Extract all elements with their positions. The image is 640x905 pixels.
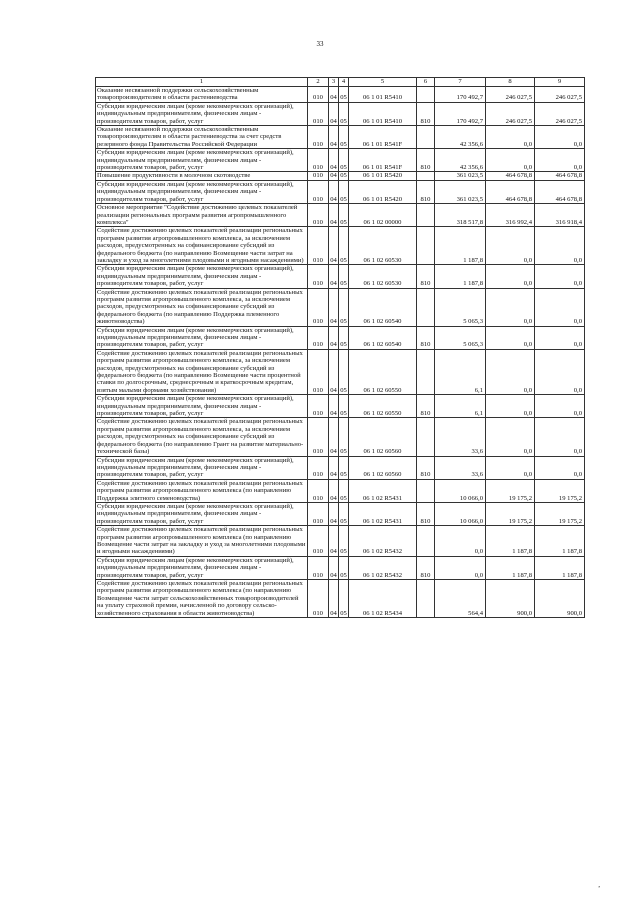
code-subsection-cell: 05 bbox=[339, 180, 349, 203]
target-article-cell: 06 1 02 60540 bbox=[349, 288, 417, 326]
row-name-cell: Оказание несвязанной поддержки сельскохозяйственным товаропроизводителям в области растениеводства bbox=[96, 87, 308, 103]
target-article-cell: 06 1 02 60550 bbox=[349, 395, 417, 418]
amount-year-2-cell: 19 175,2 bbox=[486, 502, 535, 525]
expense-type-cell: 810 bbox=[417, 180, 435, 203]
amount-year-1-cell: 33,6 bbox=[435, 456, 486, 479]
code-grbs-cell: 010 bbox=[308, 526, 329, 557]
target-article-cell: 06 1 02 60530 bbox=[349, 265, 417, 288]
header-cell: 5 bbox=[349, 78, 417, 87]
amount-year-2-cell: 19 175,2 bbox=[486, 479, 535, 502]
code-subsection-cell: 05 bbox=[339, 526, 349, 557]
table-row bbox=[96, 265, 585, 288]
amount-year-1-cell: 42 356,6 bbox=[435, 149, 486, 172]
code-subsection-cell: 05 bbox=[339, 126, 349, 149]
code-subsection-cell: 05 bbox=[339, 456, 349, 479]
header-cell: 4 bbox=[339, 78, 349, 87]
amount-year-2-cell: 316 992,4 bbox=[486, 204, 535, 227]
amount-year-1-cell: 0,0 bbox=[435, 526, 486, 557]
amount-year-1-cell: 1 187,8 bbox=[435, 265, 486, 288]
table-row bbox=[96, 349, 585, 394]
code-subsection-cell: 05 bbox=[339, 204, 349, 227]
table-row bbox=[96, 126, 585, 149]
table-row bbox=[96, 227, 585, 265]
code-subsection-cell: 05 bbox=[339, 502, 349, 525]
code-section-cell: 04 bbox=[329, 556, 339, 579]
amount-year-3-cell: 246 027,5 bbox=[535, 87, 585, 103]
header-cell: 2 bbox=[308, 78, 329, 87]
code-section-cell: 04 bbox=[329, 87, 339, 103]
amount-year-1-cell: 5 065,3 bbox=[435, 288, 486, 326]
target-article-cell: 06 1 02 R5431 bbox=[349, 502, 417, 525]
row-name-cell: Содействие достижению целевых показателей реализации региональных программ развития агропромышленного комплекса, за исключением расходов, предусмотренных на софинансирование субсидий из федерального бюджета (по направлению Возмещение части процентной ставки по долгосрочным, среднесрочным и краткосрочным кредитам, взятым малыми формами хозяйствования) bbox=[96, 349, 308, 394]
target-article-cell: 06 1 01 R5420 bbox=[349, 172, 417, 180]
expense-type-cell: 810 bbox=[417, 556, 435, 579]
amount-year-2-cell: 1 187,8 bbox=[486, 526, 535, 557]
target-article-cell: 06 1 02 R5434 bbox=[349, 580, 417, 618]
amount-year-3-cell: 1 187,8 bbox=[535, 556, 585, 579]
amount-year-2-cell: 0,0 bbox=[486, 288, 535, 326]
expense-type-cell bbox=[417, 418, 435, 456]
code-grbs-cell: 010 bbox=[308, 288, 329, 326]
expense-type-cell: 810 bbox=[417, 502, 435, 525]
expense-type-cell bbox=[417, 479, 435, 502]
target-article-cell: 06 1 02 R5432 bbox=[349, 526, 417, 557]
amount-year-1-cell: 10 066,0 bbox=[435, 502, 486, 525]
code-section-cell: 04 bbox=[329, 526, 339, 557]
code-subsection-cell: 05 bbox=[339, 556, 349, 579]
code-grbs-cell: 010 bbox=[308, 204, 329, 227]
amount-year-1-cell: 1 187,8 bbox=[435, 227, 486, 265]
target-article-cell: 06 1 02 60560 bbox=[349, 456, 417, 479]
code-section-cell: 04 bbox=[329, 265, 339, 288]
amount-year-2-cell: 0,0 bbox=[486, 418, 535, 456]
expense-type-cell bbox=[417, 126, 435, 149]
expense-type-cell: 810 bbox=[417, 456, 435, 479]
table-row bbox=[96, 149, 585, 172]
row-name-cell: Содействие достижению целевых показателей реализации региональных программ развития агропромышленного комплекса, за исключением расходов, предусмотренных на софинансирование субсидий из федерального бюджета (по направлению Возмещение части затрат на закладку и уход за многолетними плодовыми и ягодными насаждениями) bbox=[96, 227, 308, 265]
amount-year-2-cell: 464 678,8 bbox=[486, 180, 535, 203]
code-subsection-cell: 05 bbox=[339, 418, 349, 456]
header-cell: 8 bbox=[486, 78, 535, 87]
code-section-cell: 04 bbox=[329, 288, 339, 326]
row-name-cell: Основное мероприятие "Содействие достижению целевых показателей реализации региональных программ развития агропромышленного комплекса" bbox=[96, 204, 308, 227]
table-row bbox=[96, 418, 585, 456]
code-subsection-cell: 05 bbox=[339, 349, 349, 394]
code-grbs-cell: 010 bbox=[308, 580, 329, 618]
amount-year-3-cell: 0,0 bbox=[535, 265, 585, 288]
code-section-cell: 04 bbox=[329, 126, 339, 149]
expense-type-cell bbox=[417, 288, 435, 326]
target-article-cell: 06 1 02 60540 bbox=[349, 326, 417, 349]
expense-type-cell bbox=[417, 172, 435, 180]
amount-year-2-cell: 0,0 bbox=[486, 126, 535, 149]
code-grbs-cell: 010 bbox=[308, 265, 329, 288]
amount-year-1-cell: 0,0 bbox=[435, 556, 486, 579]
amount-year-1-cell: 33,6 bbox=[435, 418, 486, 456]
amount-year-3-cell: 316 918,4 bbox=[535, 204, 585, 227]
header-cell: 6 bbox=[417, 78, 435, 87]
table-row bbox=[96, 172, 585, 180]
expense-type-cell bbox=[417, 580, 435, 618]
target-article-cell: 06 1 01 R5410 bbox=[349, 87, 417, 103]
code-grbs-cell: 010 bbox=[308, 126, 329, 149]
amount-year-1-cell: 361 023,5 bbox=[435, 172, 486, 180]
code-subsection-cell: 05 bbox=[339, 326, 349, 349]
code-subsection-cell: 05 bbox=[340, 172, 347, 180]
row-name-cell: Содействие достижению целевых показателей реализации региональных программ развития агропромышленного комплекса (по направлению Возмещение части затрат на закладку и уход за многолетними плодовыми и ягодными насаждениями) bbox=[96, 526, 308, 557]
code-subsection-cell: 05 bbox=[339, 479, 349, 502]
row-name-cell: Содействие достижению целевых показателей реализации региональных программ развития агропромышленного комплекса, за исключением расходов, предусмотренных на софинансирование субсидий из федерального бюджета (по направлению Поддержка племенного животноводства) bbox=[96, 288, 308, 326]
amount-year-3-cell: 19 175,2 bbox=[535, 502, 585, 525]
code-section-cell: 04 bbox=[329, 502, 339, 525]
table-row bbox=[96, 204, 585, 227]
code-subsection-cell: 05 bbox=[339, 102, 349, 125]
target-article-cell: 06 1 02 60560 bbox=[349, 418, 417, 456]
amount-year-2-cell: 0,0 bbox=[486, 456, 535, 479]
table-row bbox=[96, 180, 585, 203]
amount-year-1-cell: 5 065,3 bbox=[435, 326, 486, 349]
table-row bbox=[96, 526, 585, 557]
code-section-cell: 04 bbox=[329, 204, 339, 227]
code-grbs-cell: 010 bbox=[308, 326, 329, 349]
table-row bbox=[96, 502, 585, 525]
code-section-cell: 04 bbox=[329, 349, 339, 394]
amount-year-3-cell: 900,0 bbox=[535, 580, 585, 618]
amount-year-3-cell: 0,0 bbox=[535, 149, 585, 172]
table-row bbox=[96, 288, 585, 326]
amount-year-2-cell: 1 187,8 bbox=[486, 556, 535, 579]
code-grbs-cell: 010 bbox=[308, 227, 329, 265]
code-section-cell: 04 bbox=[329, 149, 339, 172]
amount-year-2-cell: 0,0 bbox=[486, 227, 535, 265]
code-grbs-cell: 010 bbox=[308, 87, 329, 103]
expense-type-cell: 810 bbox=[417, 265, 435, 288]
row-name-cell: Субсидии юридическим лицам (кроме некоммерческих организаций), индивидуальным предпринимателям, физическим лицам - производителям товаров, работ, услуг bbox=[96, 265, 308, 288]
code-grbs-cell: 010 bbox=[308, 395, 329, 418]
amount-year-3-cell: 0,0 bbox=[535, 456, 585, 479]
code-section-cell: 04 bbox=[329, 180, 339, 203]
amount-year-1-cell: 564,4 bbox=[435, 580, 486, 618]
code-grbs-cell: 010 bbox=[308, 418, 329, 456]
amount-year-2-cell: 0,0 bbox=[486, 149, 535, 172]
amount-year-3-cell: 0,0 bbox=[535, 349, 585, 394]
expense-type-cell bbox=[417, 204, 435, 227]
amount-year-2-cell: 464 678,8 bbox=[486, 172, 535, 180]
amount-year-2-cell: 246 027,5 bbox=[486, 102, 535, 125]
amount-year-2-cell: 0,0 bbox=[486, 326, 535, 349]
code-grbs-cell: 010 bbox=[308, 149, 329, 172]
amount-year-1-cell: 6,1 bbox=[435, 395, 486, 418]
amount-year-3-cell: 0,0 bbox=[535, 126, 585, 149]
code-grbs-cell: 010 bbox=[308, 556, 329, 579]
code-grbs-cell: 010 bbox=[308, 502, 329, 525]
row-name-cell: Содействие достижению целевых показателей реализации региональных программ развития агропромышленного комплекса, за исключением расходов, предусмотренных на софинансирование субсидий из федерального бюджета (по направлению Грант на развитие материально-технической базы) bbox=[96, 418, 308, 456]
row-name-cell: Содействие достижению целевых показателей реализации региональных программ развития агропромышленного комплекса (по направлению Поддержка элитного семеноводства) bbox=[96, 479, 308, 502]
code-grbs-cell: 010 bbox=[308, 180, 329, 203]
row-name-cell: Субсидии юридическим лицам (кроме некоммерческих организаций), индивидуальным предпринимателям, физическим лицам - производителям товаров, работ, услуг bbox=[96, 502, 308, 525]
amount-year-1-cell: 318 517,8 bbox=[435, 204, 486, 227]
target-article-cell: 06 1 02 60530 bbox=[349, 227, 417, 265]
amount-year-3-cell: 464 678,8 bbox=[535, 180, 585, 203]
amount-year-3-cell: 19 175,2 bbox=[535, 479, 585, 502]
header-cell: 1 bbox=[96, 78, 308, 87]
amount-year-1-cell: 42 356,6 bbox=[435, 126, 486, 149]
code-section-cell: 04 bbox=[329, 580, 339, 618]
amount-year-3-cell: 0,0 bbox=[535, 326, 585, 349]
amount-year-2-cell: 0,0 bbox=[486, 349, 535, 394]
budget-table bbox=[95, 77, 585, 618]
header-cell: 9 bbox=[535, 78, 585, 87]
row-name-cell: Оказание несвязанной поддержки сельскохозяйственным товаропроизводителям в области растениеводства за счет средств резервного фонда Правительства Российской Федерации bbox=[96, 126, 308, 149]
code-grbs-cell: 010 bbox=[308, 456, 329, 479]
code-subsection-cell: 05 bbox=[339, 288, 349, 326]
target-article-cell: 06 1 01 R5410 bbox=[349, 102, 417, 125]
target-article-cell: 06 1 02 R5431 bbox=[349, 479, 417, 502]
amount-year-1-cell: 170 492,7 bbox=[435, 102, 486, 125]
code-subsection-cell: 05 bbox=[339, 265, 349, 288]
target-article-cell: 06 1 01 R541F bbox=[349, 126, 417, 149]
row-name-cell: Субсидии юридическим лицам (кроме некоммерческих организаций), индивидуальным предпринимателям, физическим лицам - производителям товаров, работ, услуг bbox=[96, 456, 308, 479]
code-section-cell: 04 bbox=[329, 227, 339, 265]
amount-year-2-cell: 0,0 bbox=[486, 265, 535, 288]
table-row bbox=[96, 556, 585, 579]
header-cell: 7 bbox=[435, 78, 486, 87]
expense-type-cell: 810 bbox=[417, 102, 435, 125]
expense-type-cell: 810 bbox=[417, 149, 435, 172]
row-name-cell: Субсидии юридическим лицам (кроме некоммерческих организаций), индивидуальным предпринимателям, физическим лицам - производителям товаров, работ, услуг bbox=[96, 149, 308, 172]
amount-year-1-cell: 10 066,0 bbox=[435, 479, 486, 502]
target-article-cell: 06 1 02 00000 bbox=[349, 204, 417, 227]
code-subsection-cell: 05 bbox=[339, 395, 349, 418]
code-section-cell: 04 bbox=[329, 479, 339, 502]
table-row bbox=[96, 326, 585, 349]
expense-type-cell: 810 bbox=[417, 395, 435, 418]
code-section-cell: 04 bbox=[329, 102, 339, 125]
target-article-cell: 06 1 02 60550 bbox=[349, 349, 417, 394]
amount-year-3-cell: 0,0 bbox=[535, 418, 585, 456]
code-subsection-cell: 05 bbox=[339, 580, 349, 618]
amount-year-1-cell: 6,1 bbox=[435, 349, 486, 394]
code-subsection-cell: 05 bbox=[339, 149, 349, 172]
code-section-cell: 04 bbox=[329, 456, 339, 479]
amount-year-3-cell: 0,0 bbox=[535, 395, 585, 418]
amount-year-1-cell: 170 492,7 bbox=[435, 87, 486, 103]
expense-type-cell bbox=[417, 227, 435, 265]
code-subsection-cell: 05 bbox=[339, 87, 349, 103]
page-number: 33 bbox=[316, 40, 324, 48]
row-name-cell: Субсидии юридическим лицам (кроме некоммерческих организаций), индивидуальным предпринимателям, физическим лицам - производителям товаров, работ, услуг bbox=[96, 180, 308, 203]
code-grbs-cell: 010 bbox=[308, 349, 329, 394]
amount-year-3-cell: 0,0 bbox=[535, 227, 585, 265]
code-section-cell: 04 bbox=[329, 326, 339, 349]
table-row bbox=[96, 456, 585, 479]
target-article-cell: 06 1 01 R5420 bbox=[349, 180, 417, 203]
amount-year-2-cell: 900,0 bbox=[486, 580, 535, 618]
table-row bbox=[96, 395, 585, 418]
table-row bbox=[96, 102, 585, 125]
code-grbs-cell: 010 bbox=[308, 102, 329, 125]
table-row bbox=[96, 580, 585, 618]
target-article-cell: 06 1 01 R541F bbox=[349, 149, 417, 172]
expense-type-cell bbox=[417, 526, 435, 557]
code-grbs-cell: 010 bbox=[308, 172, 329, 180]
code-section-cell: 04 bbox=[330, 172, 337, 180]
row-name-cell: Повышение продуктивности в молочном скотоводстве bbox=[96, 172, 308, 180]
code-subsection-cell: 05 bbox=[339, 227, 349, 265]
table-row bbox=[96, 479, 585, 502]
row-name-cell: Субсидии юридическим лицам (кроме некоммерческих организаций), индивидуальным предпринимателям, физическим лицам - производителям товаров, работ, услуг bbox=[96, 395, 308, 418]
table-header-row bbox=[96, 78, 585, 87]
row-name-cell: Субсидии юридическим лицам (кроме некоммерческих организаций), индивидуальным предпринимателям, физическим лицам - производителям товаров, работ, услуг bbox=[96, 326, 308, 349]
header-cell: 3 bbox=[329, 78, 339, 87]
amount-year-3-cell: 464 678,8 bbox=[535, 172, 585, 180]
amount-year-3-cell: 0,0 bbox=[535, 288, 585, 326]
table-row bbox=[96, 87, 585, 103]
table-body bbox=[96, 87, 585, 618]
row-name-cell: Содействие достижению целевых показателей реализации региональных программ развития агропромышленного комплекса (по направлению Возмещение части затрат сельскохозяйственных товаропроизводителей на уплату страховой премии, начисленной по договору сельско-хозяйственного страхования в области животноводства) bbox=[96, 580, 308, 618]
expense-type-cell: 810 bbox=[417, 326, 435, 349]
amount-year-2-cell: 0,0 bbox=[486, 395, 535, 418]
target-article-cell: 06 1 02 R5432 bbox=[349, 556, 417, 579]
amount-year-3-cell: 246 027,5 bbox=[535, 102, 585, 125]
amount-year-2-cell: 246 027,5 bbox=[486, 87, 535, 103]
code-section-cell: 04 bbox=[329, 418, 339, 456]
code-grbs-cell: 010 bbox=[308, 479, 329, 502]
amount-year-1-cell: 361 023,5 bbox=[435, 180, 486, 203]
code-section-cell: 04 bbox=[329, 395, 339, 418]
amount-year-3-cell: 1 187,8 bbox=[535, 526, 585, 557]
expense-type-cell bbox=[417, 349, 435, 394]
corner-mark: , bbox=[598, 881, 600, 889]
expense-type-cell bbox=[417, 87, 435, 103]
row-name-cell: Субсидии юридическим лицам (кроме некоммерческих организаций), индивидуальным предпринимателям, физическим лицам - производителям товаров, работ, услуг bbox=[96, 556, 308, 579]
row-name-cell: Субсидии юридическим лицам (кроме некоммерческих организаций), индивидуальным предпринимателям, физическим лицам - производителям товаров, работ, услуг bbox=[96, 102, 308, 125]
